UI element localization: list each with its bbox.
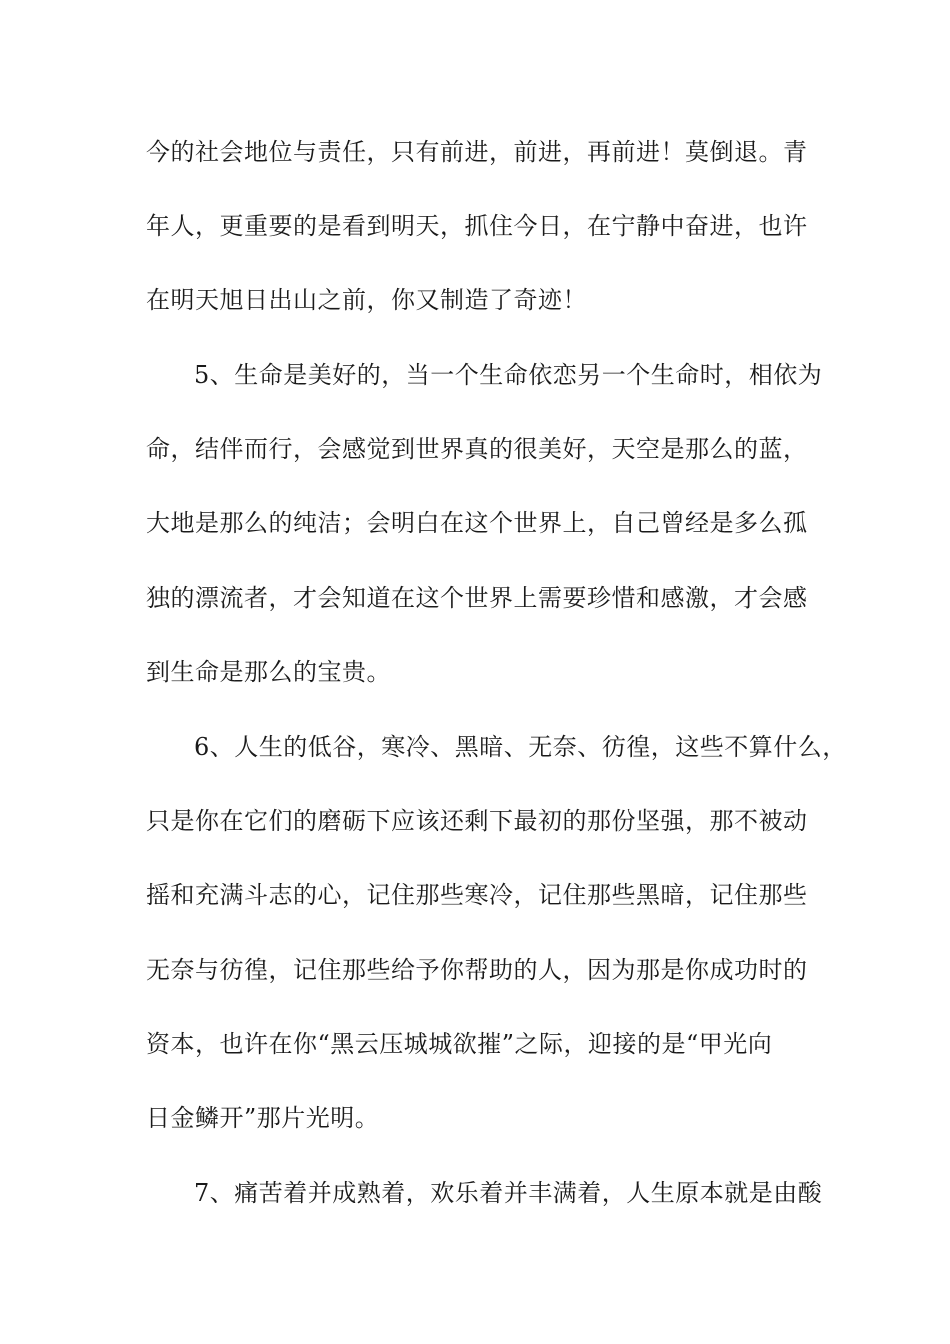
text-line: 命，结伴而行，会感觉到世界真的很美好，天空是那么的蓝，	[146, 435, 808, 463]
text-line: 独的漂流者，才会知道在这个世界上需要珍惜和感激，才会感	[146, 584, 808, 612]
paragraph-6-start: 6、人生的低谷，寒冷、黑暗、无奈、彷徨，这些不算什么，	[194, 733, 847, 761]
text-line: 年人，更重要的是看到明天，抓住今日，在宁静中奋进，也许	[146, 212, 808, 240]
text-line: 大地是那么的纯洁；会明白在这个世界上，自己曾经是多么孤	[146, 509, 808, 537]
paragraph-7-start: 7、痛苦着并成熟着，欢乐着并丰满着，人生原本就是由酸	[194, 1179, 823, 1207]
paragraph-5-start: 5、生命是美好的，当一个生命依恋另一个生命时，相依为	[194, 361, 823, 389]
text-line: 日金鳞开”那片光明。	[146, 1104, 380, 1132]
text-line: 到生命是那么的宝贵。	[146, 658, 391, 686]
text-line: 摇和充满斗志的心，记住那些寒冷，记住那些黑暗，记住那些	[146, 881, 808, 909]
text-line: 资本，也许在你“黑云压城城欲摧”之际，迎接的是“甲光向	[146, 1030, 773, 1058]
text-line: 在明天旭日出山之前，你又制造了奇迹！	[146, 286, 587, 314]
text-line: 无奈与彷徨，记住那些给予你帮助的人，因为那是你成功时的	[146, 956, 808, 984]
text-line: 只是你在它们的磨砺下应该还剩下最初的那份坚强，那不被动	[146, 807, 808, 835]
text-line: 今的社会地位与责任，只有前进，前进，再前进！莫倒退。青	[146, 138, 808, 166]
